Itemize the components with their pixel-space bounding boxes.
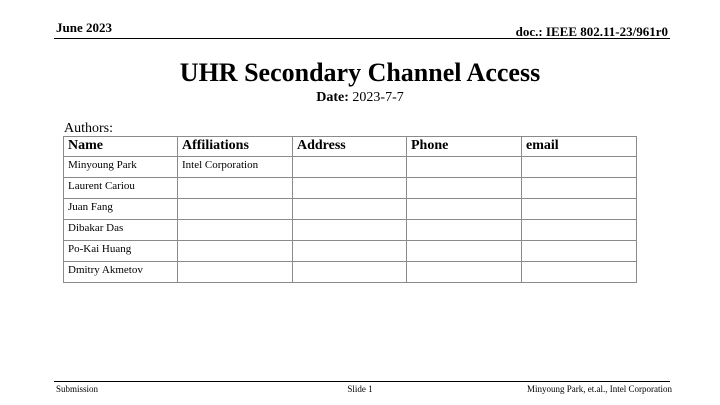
cell-address	[293, 178, 407, 199]
table-header-row	[64, 137, 637, 157]
cell-phone	[407, 262, 522, 283]
column-header-email: email	[522, 137, 637, 157]
cell-affiliation	[178, 241, 293, 262]
cell-email	[522, 241, 637, 262]
table-row	[64, 262, 637, 283]
footer-slide-number: Slide 1	[347, 384, 373, 394]
cell-name: Juan Fang	[64, 199, 178, 220]
cell-email	[522, 199, 637, 220]
header-divider	[54, 38, 670, 39]
cell-phone	[407, 157, 522, 178]
cell-affiliation	[178, 262, 293, 283]
cell-address	[293, 157, 407, 178]
cell-phone	[407, 241, 522, 262]
cell-affiliation	[178, 199, 293, 220]
table-row	[64, 241, 637, 262]
cell-name: Laurent Cariou	[64, 178, 178, 199]
cell-email	[522, 157, 637, 178]
column-header-address: Address	[293, 137, 407, 157]
header-date: June 2023	[56, 20, 112, 35]
footer-divider	[54, 381, 670, 382]
column-header-affiliations: Affiliations	[178, 137, 293, 157]
authors-label: Authors:	[64, 121, 113, 136]
cell-email	[522, 262, 637, 283]
table-row	[64, 199, 637, 220]
table-row	[64, 157, 637, 178]
cell-name: Po-Kai Huang	[64, 241, 178, 262]
date-value: 2023-7-7	[352, 90, 404, 105]
cell-email	[522, 178, 637, 199]
column-header-name: Name	[64, 137, 178, 157]
table-row	[64, 178, 637, 199]
cell-affiliation	[178, 178, 293, 199]
column-header-phone: Phone	[407, 137, 522, 157]
cell-address	[293, 199, 407, 220]
cell-email	[522, 220, 637, 241]
table-row	[64, 220, 637, 241]
slide-title: UHR Secondary Channel Access	[179, 58, 541, 87]
authors-table	[63, 136, 637, 283]
cell-phone	[407, 178, 522, 199]
cell-name: Minyoung Park	[64, 157, 178, 178]
cell-affiliation	[178, 220, 293, 241]
cell-phone	[407, 220, 522, 241]
cell-address	[293, 262, 407, 283]
cell-name: Dmitry Akmetov	[64, 262, 178, 283]
cell-phone	[407, 199, 522, 220]
cell-address	[293, 241, 407, 262]
cell-address	[293, 220, 407, 241]
cell-name: Dibakar Das	[64, 220, 178, 241]
date-label: Date:	[316, 90, 349, 105]
date-line	[0, 90, 720, 106]
footer-author-credit: Minyoung Park, et.al., Intel Corporation	[527, 384, 672, 394]
cell-affiliation: Intel Corporation	[178, 157, 293, 178]
footer-submission: Submission	[56, 384, 99, 394]
header-doc-id: doc.: IEEE 802.11-23/961r0	[515, 24, 668, 39]
